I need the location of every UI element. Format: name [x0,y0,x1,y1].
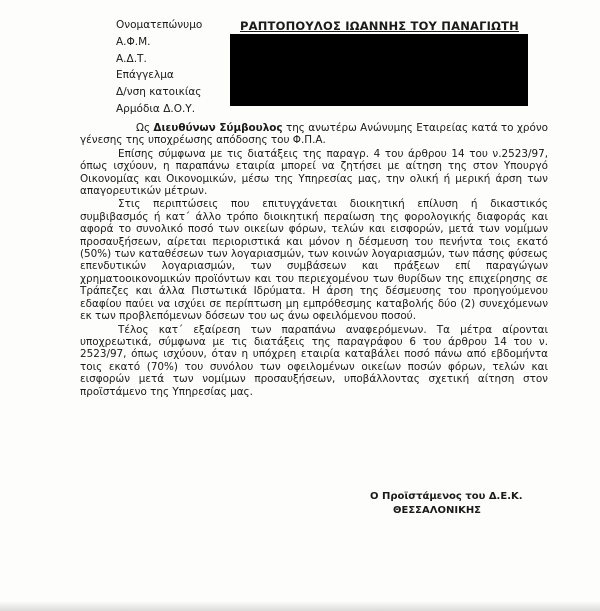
signature-city: ΘΕΣΣΑΛΟΝΙΚΗΣ [393,505,482,516]
paragraph-exception: Τέλος κατ΄ εξαίρεση των παραπάνω αναφερόμενων. Τα μέτρα αίρονται υποχρεωτικά, σύμφωνα με τις διατάξεις της παραγράφου 6 του άρθρου 14 του ν. 2523/97, όπως ισχύουν, όταν η υπόχρεη εταιρία καταβάλει ποσό πάνω από εβδομήντα τοις εκατό (70%) του συνόλου των οφειλομένων οικείων ποσών φόρων, τελών και εισφορών μετά των νομίμων προσαυξήσεων, υποβάλλοντας σχετική αίτηση στον προϊστάμενο της Υπηρεσίας μας. [80,323,548,398]
label-address: Δ/νση κατοικίας [116,86,202,99]
signature-block [370,490,523,518]
paragraph-settlement: Στις περιπτώσεις που επιτυγχάνεται διοικητική επίλυση ή δικαστικός συμβιβασμός ή κατ΄ άλλο τρόπο διοικητική περαίωση της φορολογικής διαφοράς και αφορά το συνολικό ποσό των οικείων φόρων, τελών και εισφορών, μετά των νομίμων προσαυξήσεων, αίρεται περιοριστικά και μόνον η δέσμευση του πενήντα τοις εκατό (50%) των καταθέσεων των λογαριασμών, των κοινών λογαριασμών, των πάσης φύσεως επενδυτικών λογαριασμών, των συμβάσεων και πράξεων επί παραγώγων χρηματοοικονομικών προϊόντων και του περιεχομένου των θυρίδων της επιχείρησης σε Τράπεζες και άλλα Πιστωτικά Ιδρύματα. Η άρση της δέσμευσης του προηγούμενου εδαφίου παύει να ισχύει σε περίπτωση μη εμπρόθεσμης καταβολής δύο (2) συνεχόμενων εκ των προβλεπόμενων δόσεων του ως άνω οφειλόμενου ποσού. [80,198,548,323]
label-full-name: Ονοματεπώνυμο [116,19,203,31]
label-tax-id: Α.Φ.Μ. [116,35,151,48]
paragraph-lifting-request: Επίσης σύμφωνα με τις διατάξεις της παραγρ. 4 του άρθρου 14 του ν.2523/97, όπως ισχύουν, η παραπάνω εταιρία μπορεί να ζητήσει με αίτηση της στον Υπουργό Οικονομίας και Οικονομικών, μέσω της Υπηρεσίας μας, την ολική ή μερική άρση των απαγορευτικών μέτρων. [80,147,548,198]
paragraph-role-rest: της ανωτέρω Ανώνυμης Εταιρείας κατά το χρόνο γένεσης της υποχρέωσης απόδοσης του Φ.Π.Α. [80,122,549,147]
redaction-block [230,34,528,106]
personal-details-labels [116,17,202,118]
label-id-card: Α.Δ.Τ. [116,52,147,65]
page-edge-shadow [0,601,600,611]
paragraph-role [80,122,548,147]
label-profession: Επάγγελμα [116,69,174,82]
person-name-value: ΡΑΠΤΟΠΟΥΛΟΣ ΙΩΑΝΝΗΣ ΤΟΥ ΠΑΝΑΓΙΩΤΗ [240,19,519,33]
signature-title: Ο Προϊστάμενος του Δ.Ε.Κ. [370,491,523,502]
document-body [80,122,548,399]
paragraph-role-prefix: Ως [136,122,154,134]
role-title: Διευθύνων Σύμβουλος [153,122,283,134]
label-tax-office: Αρμόδια Δ.Ο.Υ. [116,102,196,115]
